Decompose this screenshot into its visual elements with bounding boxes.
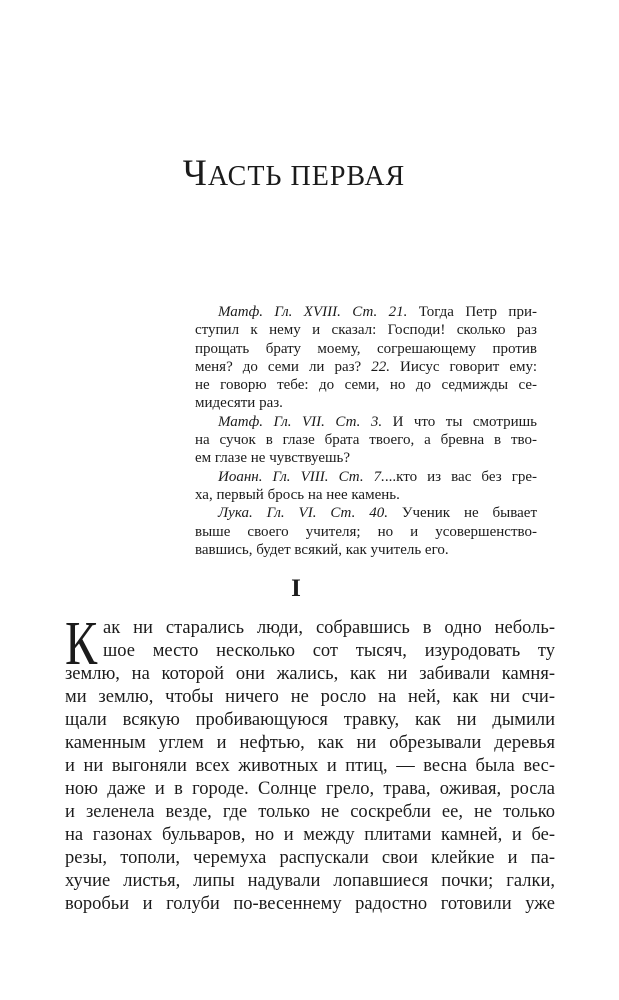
epigraph-text: ...кто из вас без гре-	[384, 468, 538, 485]
epigraph-text: не говорю тебе: до семи, но до седмижды се-	[195, 377, 537, 394]
body-text-line: землю, на которой они жались, как ни забивали камня-	[65, 664, 555, 685]
epigraph-text: меня? до семи ли раз?	[195, 358, 372, 375]
epigraph-text: вавшись, будет всякий, как учитель его.	[195, 541, 449, 558]
epigraph-line	[195, 541, 537, 559]
epigraph	[195, 468, 537, 505]
epigraph-source: Иоанн. Гл. VIII. Ст. 7.	[218, 468, 385, 485]
epigraph-source: Лука. Гл. VI. Ст. 40.	[218, 505, 388, 522]
body-text-line: резы, тополи, черемуха распускали свои клейкие и па-	[65, 848, 555, 869]
epigraph-line	[195, 431, 537, 449]
epigraph-text: выше своего учителя; но и усовершенство-	[195, 523, 537, 540]
epigraph-line	[195, 321, 537, 339]
epigraph-line	[195, 468, 537, 486]
epigraph-line	[195, 340, 537, 358]
epigraph	[195, 504, 537, 559]
epigraph-text: Иисус говорит ему:	[390, 358, 537, 375]
epigraph-text: прощать брату моему, согрешающему против	[195, 340, 537, 357]
epigraph-line	[195, 376, 537, 394]
body-text-line: щали всякую пробивающуюся травку, как ни дымили	[65, 710, 555, 731]
body-text-line: и ни выгоняли всех животных и птиц, — весна была вес-	[65, 756, 555, 777]
epigraph-text: Ученик не бывает	[387, 505, 537, 522]
body-text-line: воробьи и голуби по-весеннему радостно готовили уже	[65, 894, 555, 915]
epigraph-line	[195, 486, 537, 504]
epigraph-text: ступил к нему и сказал: Господи! сколько раз	[195, 322, 537, 339]
epigraph-text: И что ты смотришь	[382, 413, 537, 430]
epigraph-line	[195, 449, 537, 467]
epigraph-line	[195, 413, 537, 431]
body-text-line: хучие листья, липы надували лопавшиеся почки; галки,	[65, 871, 555, 892]
epigraph-text: ем глазе не чувствуешь?	[195, 450, 351, 467]
body-text-line: на газонах бульваров, но и между плитами камней, и бе-	[65, 825, 555, 846]
epigraph-source: Матф. Гл. VII. Ст. 3.	[218, 413, 383, 430]
body-text-line: ак ни старались люди, собравшись в одно неболь-	[103, 618, 555, 639]
epigraph-block	[195, 303, 537, 559]
epigraph-text: Тогда Петр при-	[407, 304, 537, 320]
body-text-line: шое место несколько сот тысяч, изуродовать ту	[103, 641, 555, 662]
drop-cap: К	[65, 610, 98, 679]
body-text-line: ми землю, чтобы ничего не росло на ней, как ни счи-	[65, 687, 555, 708]
epigraph-text: на сучок в глазе брата твоего, а бревна в тво-	[195, 432, 537, 449]
epigraph-line	[195, 523, 537, 541]
chapter-number: I	[291, 575, 301, 603]
epigraph-source: Матф. Гл. XVIII. Ст. 21.	[218, 304, 408, 320]
epigraph-line	[195, 394, 537, 412]
epigraph-text: ха, первый брось на нее камень.	[195, 486, 400, 503]
epigraph-source: 22.	[371, 358, 390, 375]
epigraph-line	[195, 358, 537, 376]
part-title: ЧАСТЬ ПЕРВАЯ	[182, 153, 406, 194]
body-text-line: каменным углем и нефтью, как ни обрезывали деревья	[65, 733, 555, 754]
epigraph-line	[195, 504, 537, 522]
body-text-line: ною даже и в городе. Солнце грело, трава, оживая, росла	[65, 779, 555, 800]
epigraph-line	[195, 303, 537, 321]
body-paragraph	[65, 610, 555, 916]
body-text-line: и зеленела везде, где только не соскребли ее, не только	[65, 802, 555, 823]
epigraph	[195, 303, 537, 413]
epigraph-text: мидесяти раз.	[195, 395, 283, 412]
page-content	[65, 0, 555, 916]
epigraph	[195, 413, 537, 468]
